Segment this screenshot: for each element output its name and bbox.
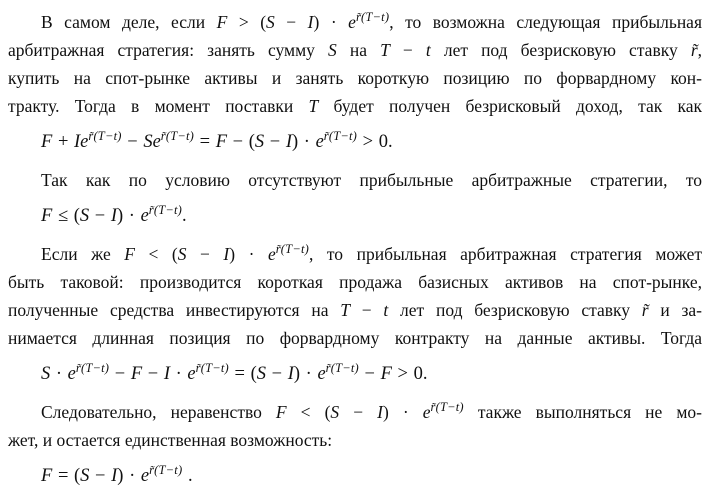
- math-variable: S: [80, 466, 90, 486]
- text-segment: −: [266, 364, 288, 384]
- math-variable: e: [140, 466, 150, 486]
- math-variable: e: [187, 364, 196, 384]
- math-variable: r̃: [641, 300, 649, 320]
- text-segment: > (: [227, 12, 267, 32]
- math-exponent: r̃(T−t): [149, 463, 183, 477]
- text-segment: купить на спот-рынке активы и занять короткую позицию по форвардному кон-: [8, 68, 702, 88]
- math-variable: e: [67, 364, 76, 384]
- text-segment: ) ·: [117, 466, 141, 486]
- formula-line: [8, 126, 702, 158]
- math-variable: F: [216, 12, 228, 32]
- text-line: [8, 296, 702, 324]
- math-variable: e: [267, 244, 276, 264]
- text-segment: , то возможна следующая прибыльная: [389, 12, 703, 32]
- text-segment: +: [52, 132, 74, 152]
- text-segment: быть таковой: производится короткая продажа базисных активов на спот-рынке,: [8, 272, 702, 292]
- math-variable: S: [256, 364, 266, 384]
- text-segment: ·: [170, 364, 188, 384]
- math-exponent: r̃(T−t): [325, 361, 359, 375]
- math-exponent: r̃(T−t): [275, 242, 309, 256]
- text-segment: −: [358, 364, 381, 384]
- text-line: [8, 166, 702, 194]
- text-line: [8, 324, 702, 352]
- math-exponent: r̃(T−t): [160, 129, 195, 143]
- text-line: [8, 426, 702, 454]
- text-segment: −: [89, 206, 111, 226]
- math-variable: S: [254, 132, 265, 152]
- math-variable: F: [41, 466, 53, 486]
- text-segment: ≤ (: [52, 206, 80, 226]
- math-exponent: r̃(T−t): [148, 203, 183, 217]
- text-segment: −: [349, 300, 384, 320]
- text-segment: ) ·: [293, 364, 318, 384]
- text-segment: арбитражная стратегия: занять сумму: [8, 40, 329, 60]
- text-line: [8, 398, 702, 426]
- math-variable: I: [377, 402, 383, 422]
- text-segment: .: [182, 206, 187, 226]
- text-segment: также выполняться не мо-: [463, 402, 702, 422]
- text-line: [8, 8, 702, 36]
- math-variable: r̃: [690, 40, 698, 60]
- text-segment: , то прибыльная арбитражная стратегия может: [308, 244, 703, 264]
- math-variable: S: [266, 12, 275, 32]
- math-variable: I: [111, 466, 118, 486]
- text-segment: −: [89, 466, 112, 486]
- text-segment: лет под безрисковую ставку: [430, 40, 691, 60]
- text-segment: Следовательно, неравенство: [41, 402, 276, 422]
- text-segment: = (: [52, 466, 81, 486]
- math-variable: F: [380, 364, 392, 384]
- text-segment: ) ·: [229, 244, 268, 264]
- math-variable: S: [328, 40, 337, 60]
- math-variable: S: [79, 206, 90, 226]
- text-segment: ) ·: [313, 12, 349, 32]
- math-variable: F: [124, 244, 135, 264]
- text-segment: = (: [228, 364, 257, 384]
- text-segment: полученные средства инвестируются на: [8, 300, 341, 320]
- text-segment: − (: [227, 132, 255, 152]
- math-variable: I: [285, 132, 292, 152]
- text-segment: < (: [286, 402, 331, 422]
- text-line: [8, 92, 702, 120]
- formula-line: [8, 200, 702, 232]
- math-variable: e: [348, 12, 356, 32]
- math-variable: Ie: [74, 132, 89, 152]
- math-variable: F: [275, 402, 287, 422]
- text-segment: лет под безрисковую ставку: [388, 300, 642, 320]
- formula-line: [8, 460, 702, 492]
- math-variable: T: [340, 300, 350, 320]
- math-variable: S: [41, 364, 51, 384]
- math-variable: t: [383, 300, 389, 320]
- math-exponent: r̃(T−t): [430, 400, 464, 414]
- text-line: [8, 268, 702, 296]
- math-variable: F: [215, 132, 228, 152]
- math-variable: Se: [143, 132, 161, 152]
- text-segment: .: [182, 466, 193, 486]
- text-segment: В самом деле, если: [41, 12, 217, 32]
- math-exponent: r̃(T−t): [323, 129, 358, 143]
- text-segment: жет, и остается единственная возможность:: [8, 430, 333, 450]
- math-variable: F: [41, 206, 53, 226]
- math-variable: e: [317, 364, 326, 384]
- math-variable: e: [315, 132, 324, 152]
- text-segment: ·: [50, 364, 68, 384]
- text-segment: ) ·: [292, 132, 316, 152]
- text-segment: < (: [134, 244, 178, 264]
- math-exponent: r̃(T−t): [88, 129, 122, 143]
- math-variable: T: [380, 40, 390, 60]
- text-line: [8, 36, 702, 64]
- text-segment: Если же: [41, 244, 125, 264]
- text-line: [8, 240, 702, 268]
- text-segment: −: [339, 402, 378, 422]
- text-segment: ,: [697, 40, 702, 60]
- text-segment: −: [389, 40, 426, 60]
- text-segment: −: [186, 244, 224, 264]
- text-segment: ) ·: [117, 206, 141, 226]
- math-exponent: r̃(T−t): [75, 361, 110, 375]
- text-segment: будет получен безрисковый доход, так как: [318, 96, 702, 116]
- math-variable: I: [287, 364, 294, 384]
- text-segment: −: [109, 364, 131, 384]
- text-segment: =: [194, 132, 216, 152]
- math-variable: e: [140, 206, 149, 226]
- text-segment: на: [336, 40, 381, 60]
- math-variable: e: [422, 402, 431, 422]
- text-segment: −: [142, 364, 164, 384]
- math-variable: F: [130, 364, 143, 384]
- math-variable: I: [223, 244, 230, 264]
- text-segment: −: [264, 132, 286, 152]
- math-variable: I: [163, 364, 170, 384]
- math-variable: S: [330, 402, 340, 422]
- text-line: [8, 64, 702, 92]
- math-exponent: r̃(T−t): [195, 361, 229, 375]
- math-variable: I: [110, 206, 117, 226]
- text-segment: −: [274, 12, 308, 32]
- text-segment: Так как по условию отсутствуют прибыльные арбитражные стратегии, то: [41, 170, 702, 190]
- text-segment: −: [121, 132, 144, 152]
- math-variable: I: [307, 12, 314, 32]
- text-segment: нимается длинная позиция по форвардному контракту на данные активы. Тогда: [8, 328, 702, 348]
- text-segment: тракту. Тогда в момент поставки: [8, 96, 309, 116]
- math-variable: T: [308, 96, 319, 116]
- math-variable: t: [425, 40, 431, 60]
- math-exponent: r̃(T−t): [355, 10, 390, 24]
- text-segment: > 0.: [391, 364, 428, 384]
- text-segment: и за-: [648, 300, 702, 320]
- math-variable: F: [41, 132, 53, 152]
- formula-line: [8, 358, 702, 390]
- text-segment: > 0.: [357, 132, 393, 152]
- math-variable: S: [177, 244, 187, 264]
- text-segment: ) ·: [382, 402, 423, 422]
